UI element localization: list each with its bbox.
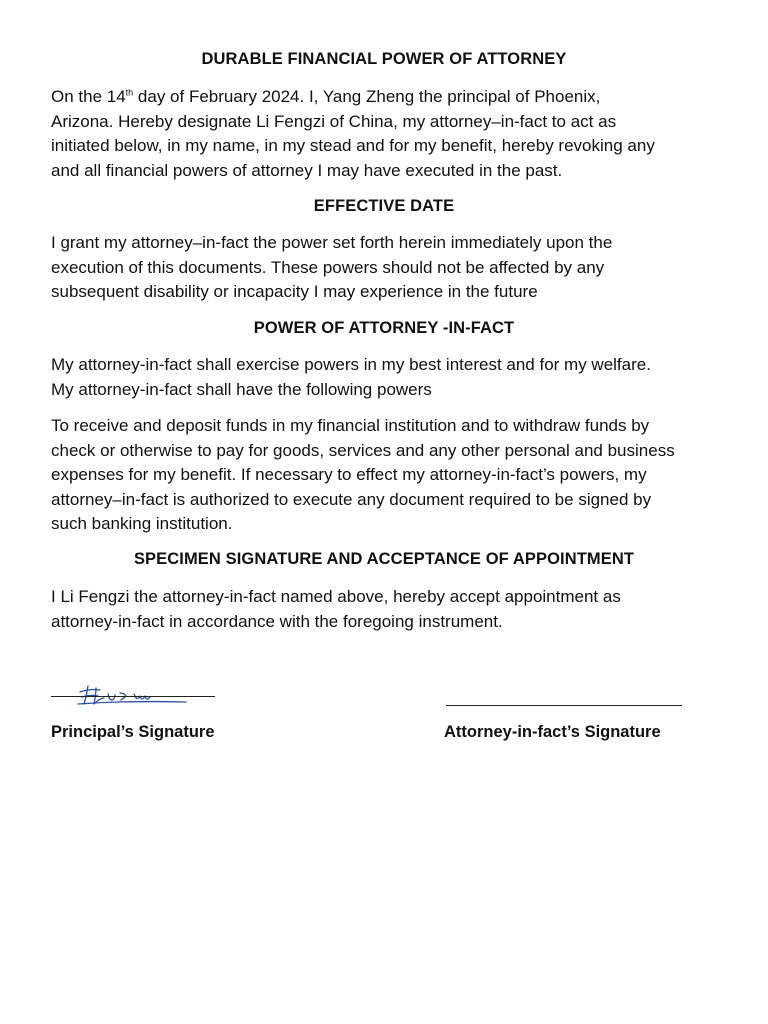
effective-date-line-2: execution of this documents. These powers should not be affected by any [51, 257, 605, 277]
effective-date-line-3: subsequent disability or incapacity I may experience in the future [51, 282, 538, 301]
power-p2-line-4: attorney–in-fact is authorized to execute any document required to be signed by [51, 489, 652, 509]
acceptance-line-1: I Li Fengzi the attorney-in-fact named above, hereby accept appointment as [51, 587, 621, 606]
power-p1-line-1: My attorney-in-fact shall exercise powers in my best interest and for my welfare. [51, 355, 651, 374]
power-p2-line-1: To receive and deposit funds in my financial institution and to withdraw funds by [51, 416, 650, 435]
principal-handwritten-signature [76, 680, 188, 710]
power-paragraph-1 [51, 353, 763, 402]
power-p1-line-2: My attorney-in-fact shall have the following powers [51, 379, 432, 399]
acceptance-paragraph [51, 585, 763, 634]
intro-line-1-rest: day of February 2024. I, Yang Zheng the principal of Phoenix, [133, 87, 601, 106]
document-title: DURABLE FINANCIAL POWER OF ATTORNEY [201, 50, 567, 68]
principal-signature-label: Principal’s Signature [51, 723, 215, 741]
intro-line-2: Arizona. Hereby designate Li Fengzi of China, my attorney–in-fact to act as [51, 111, 617, 131]
effective-date-heading: EFFECTIVE DATE [313, 197, 455, 215]
principal-signature-line [51, 696, 215, 697]
intro-date-text: On the 14 [51, 87, 126, 106]
intro-line-3: initiated below, in my name, in my stead and for my benefit, hereby revoking any [51, 136, 655, 155]
power-p2-line-2: check or otherwise to pay for goods, services and any other personal and business [51, 440, 675, 460]
attorney-signature-label: Attorney-in-fact’s Signature [444, 723, 661, 741]
effective-date-paragraph [51, 231, 763, 305]
power-paragraph-2 [51, 414, 763, 537]
intro-line-4: and all financial powers of attorney I may have executed in the past. [51, 160, 563, 180]
power-p2-line-3: expenses for my benefit. If necessary to effect my attorney-in-fact’s powers, my [51, 465, 647, 484]
acceptance-heading: SPECIMEN SIGNATURE AND ACCEPTANCE OF APPOINTMENT [133, 550, 635, 568]
attorney-signature-line [446, 705, 682, 706]
acceptance-line-2: attorney-in-fact in accordance with the foregoing instrument. [51, 611, 503, 631]
power-p2-line-5: such banking institution. [51, 514, 233, 533]
effective-date-line-1: I grant my attorney–in-fact the power set forth herein immediately upon the [51, 233, 613, 252]
ordinal-suffix: th [125, 87, 134, 98]
power-heading: POWER OF ATTORNEY -IN-FACT [253, 319, 515, 337]
intro-line-1 [51, 85, 763, 110]
intro-paragraph [51, 85, 763, 183]
